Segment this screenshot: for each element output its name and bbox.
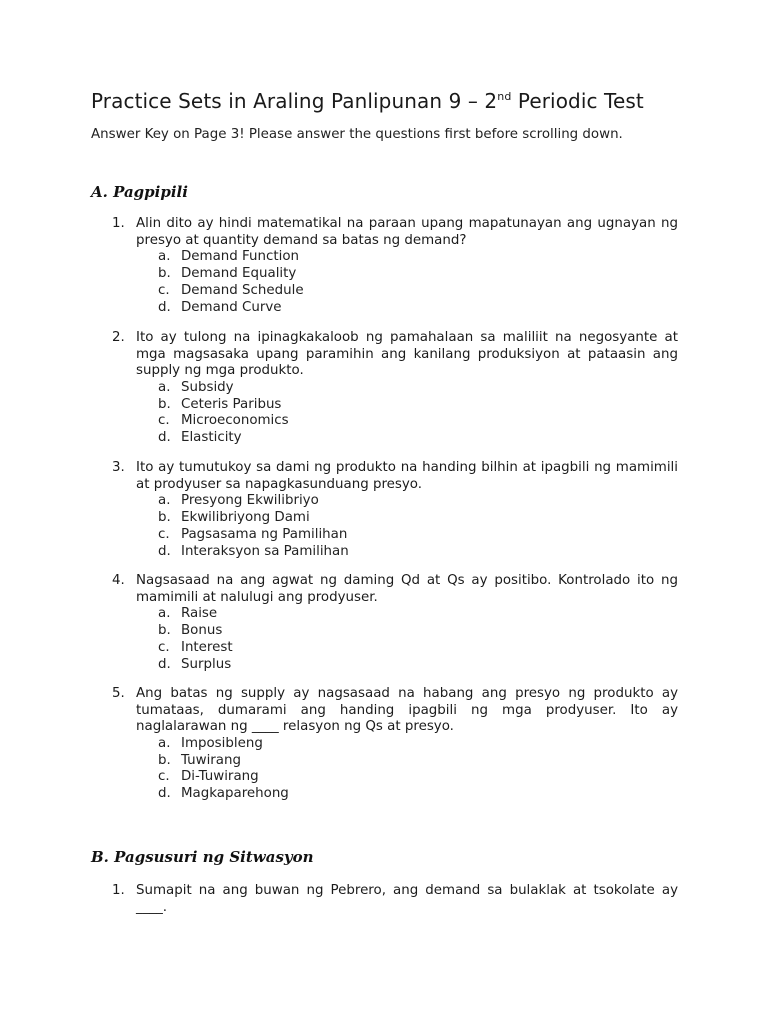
choice-item — [158, 527, 678, 544]
choice-letter: b. — [158, 622, 171, 638]
choice-item — [158, 623, 678, 640]
choice-letter: a. — [158, 606, 171, 622]
choice-text: Subsidy — [181, 379, 234, 395]
question-text: Ang batas ng supply ay nagsasaad na habang ang presyo ng produkto ay tumataas, dumarami ang handing ipagbili ng mga prodyuser. Ito ay naglalarawan ng ____ relasyon ng Qs at presyo. — [136, 686, 678, 735]
choice-item — [158, 544, 678, 561]
choice-text: Interest — [181, 639, 233, 655]
choice-text: Demand Equality — [181, 265, 297, 281]
choice-item — [158, 413, 678, 430]
choice-text: Pagsasama ng Pamilihan — [181, 526, 348, 542]
question-number: 1. — [112, 216, 125, 231]
question-text: Ito ay tumutukoy sa dami ng produkto na handing bilhin at ipagbili ng mamimili at prodyuser sa napagkasunduang presyo. — [136, 460, 678, 492]
choice-text: Imposibleng — [181, 735, 263, 751]
choice-letter: c. — [158, 769, 170, 785]
choice-item — [158, 397, 678, 414]
choice-letter: a. — [158, 379, 171, 395]
choice-letter: b. — [158, 265, 171, 281]
choice-letter: d. — [158, 786, 171, 802]
choice-letter: d. — [158, 430, 171, 446]
choice-letter: c. — [158, 639, 170, 655]
choice-letter: a. — [158, 249, 171, 265]
choice-letter: b. — [158, 396, 171, 412]
choice-item — [158, 657, 678, 674]
question-number: 5. — [112, 686, 125, 701]
section-a-heading: A. Pagpipili — [91, 183, 188, 201]
choice-letter: b. — [158, 509, 171, 525]
question-a5 — [112, 686, 678, 803]
choice-item — [158, 510, 678, 527]
choice-item — [158, 640, 678, 657]
choice-text: Raise — [181, 606, 218, 622]
choice-list — [158, 249, 678, 316]
choice-text: Magkaparehong — [181, 786, 289, 802]
choice-text: Bonus — [181, 622, 223, 638]
choice-letter: b. — [158, 752, 171, 768]
choice-item — [158, 769, 678, 786]
title-main: Practice Sets in Araling Panlipunan 9 – 2 — [91, 89, 498, 113]
question-a3 — [112, 460, 678, 560]
choice-list — [158, 493, 678, 560]
choice-letter: d. — [158, 656, 171, 672]
answer-key-note: Answer Key on Page 3! Please answer the questions first before scrolling down. — [91, 127, 623, 142]
choice-item — [158, 753, 678, 770]
choice-item — [158, 283, 678, 300]
choice-letter: d. — [158, 299, 171, 315]
choice-letter: a. — [158, 493, 171, 509]
question-number: 1. — [112, 883, 125, 898]
choice-item — [158, 736, 678, 753]
choice-item — [158, 606, 678, 623]
choice-list — [158, 606, 678, 673]
question-a2 — [112, 330, 678, 447]
choice-list — [158, 380, 678, 447]
question-b1 — [112, 883, 678, 916]
choice-text: Interaksyon sa Pamilihan — [181, 543, 349, 559]
choice-item — [158, 249, 678, 266]
choice-item — [158, 380, 678, 397]
page-title — [91, 89, 644, 113]
question-a4 — [112, 573, 678, 673]
choice-item — [158, 493, 678, 510]
question-number: 3. — [112, 460, 125, 475]
choice-text: Ceteris Paribus — [181, 396, 282, 412]
choice-text: Surplus — [181, 656, 232, 672]
choice-text: Tuwirang — [181, 752, 242, 768]
question-text: Alin dito ay hindi matematikal na paraan upang mapatunayan ang ugnayan ng presyo at quantity demand sa batas ng demand? — [136, 216, 678, 248]
choice-letter: c. — [158, 413, 170, 429]
title-superscript: nd — [497, 90, 512, 103]
choice-item — [158, 430, 678, 447]
choice-text: Demand Function — [181, 249, 299, 265]
question-text: Nagsasaad na ang agwat ng daming Qd at Qs ay positibo. Kontrolado ito ng mamimili at nalulugi ang prodyuser. — [136, 573, 678, 605]
question-number: 2. — [112, 330, 125, 345]
question-text: Ito ay tulong na ipinagkakaloob ng pamahalaan sa maliliit na negosyante at mga magsasaka upang paramihin ang kanilang produksiyon at pataasin ang supply ng mga produkto. — [136, 330, 678, 379]
choice-text: Demand Schedule — [181, 282, 304, 298]
title-end: Periodic Test — [511, 89, 644, 113]
question-a1 — [112, 216, 678, 316]
choice-item — [158, 786, 678, 803]
choice-item — [158, 266, 678, 283]
choice-letter: c. — [158, 282, 170, 298]
choice-text: Microeconomics — [181, 413, 289, 429]
choice-text: Demand Curve — [181, 299, 282, 315]
choice-letter: a. — [158, 735, 171, 751]
choice-text: Elasticity — [181, 430, 242, 446]
choice-item — [158, 300, 678, 317]
question-text: Sumapit na ang buwan ng Pebrero, ang demand sa bulaklak at tsokolate ay ____. — [136, 883, 678, 915]
choice-text: Ekwilibriyong Dami — [181, 509, 310, 525]
choice-letter: d. — [158, 543, 171, 559]
choice-letter: c. — [158, 526, 170, 542]
choice-list — [158, 736, 678, 803]
question-number: 4. — [112, 573, 125, 588]
choice-text: Di-Tuwirang — [181, 769, 259, 785]
choice-text: Presyong Ekwilibriyo — [181, 493, 319, 509]
section-b-heading: B. Pagsusuri ng Sitwasyon — [91, 848, 314, 866]
